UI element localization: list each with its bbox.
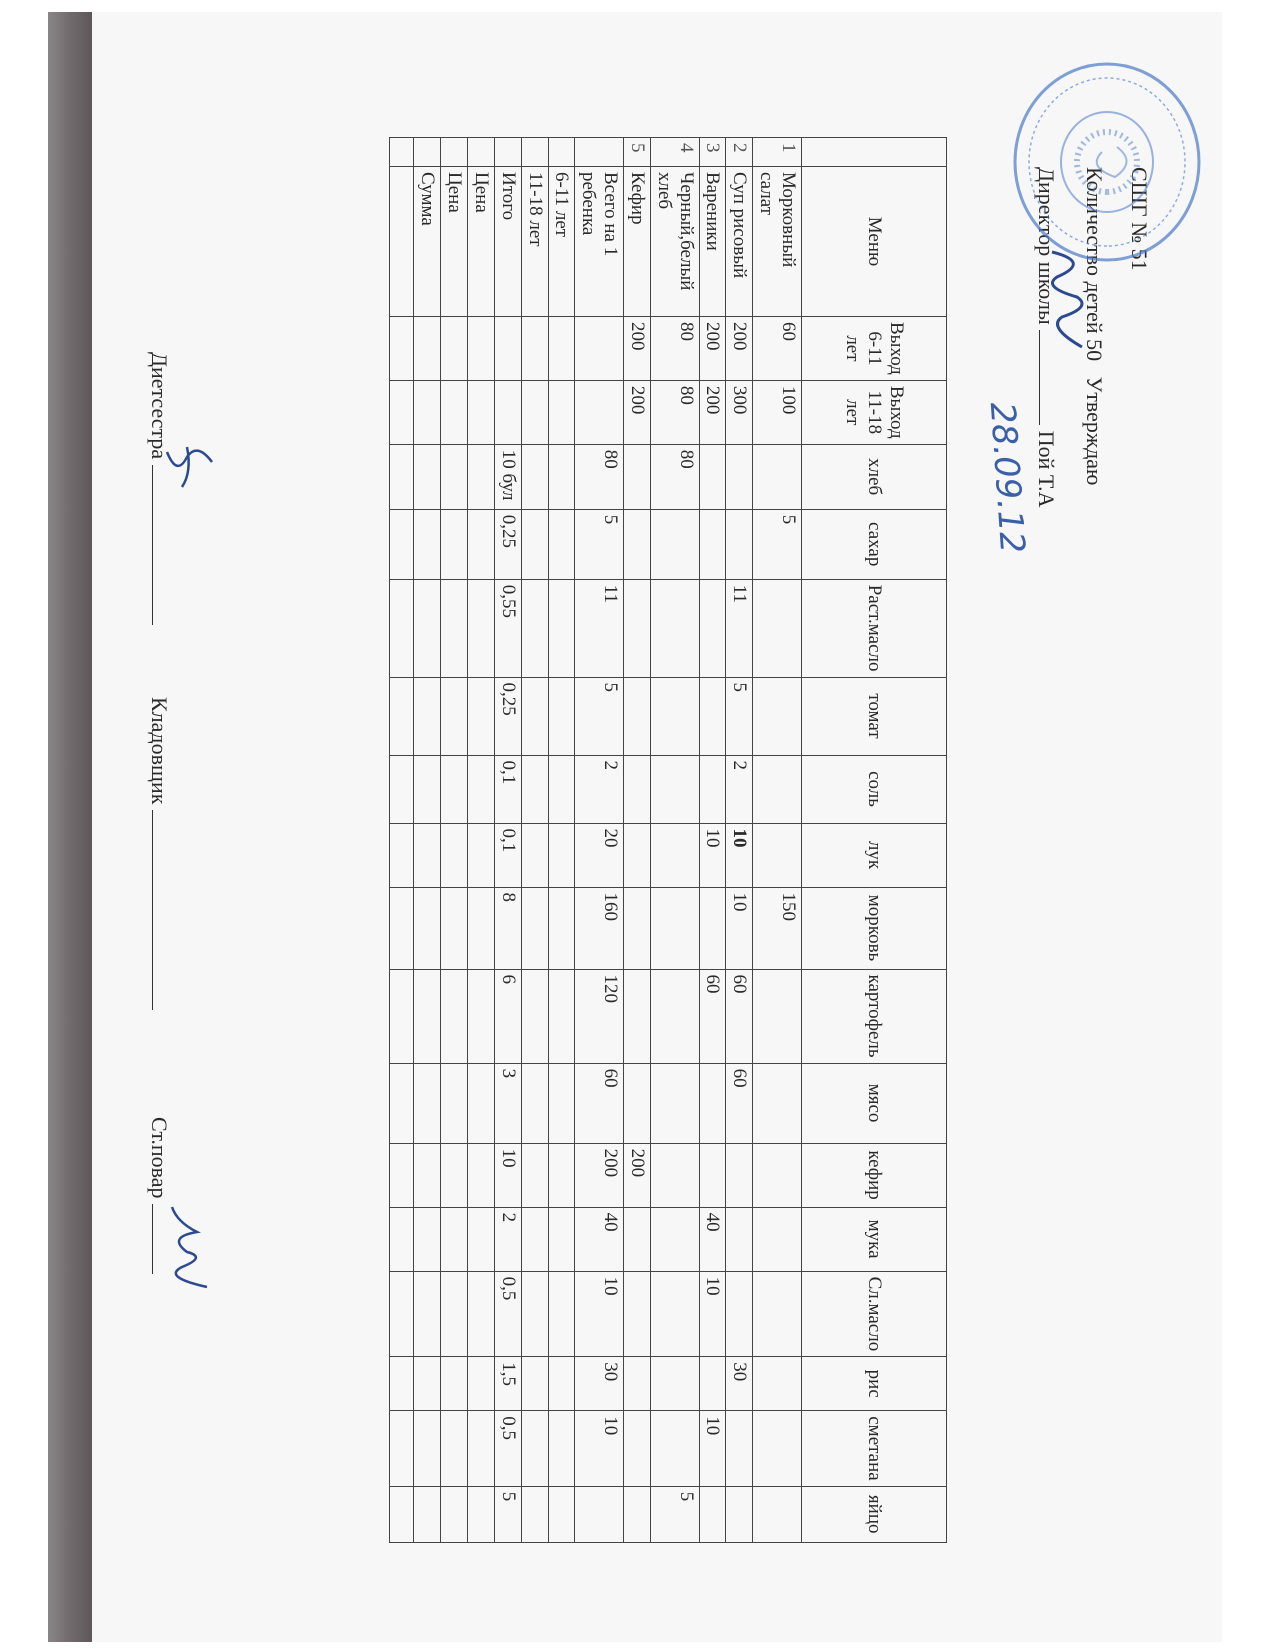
storekeeper-signature-line bbox=[152, 810, 171, 1010]
table-cell bbox=[521, 1271, 548, 1357]
table-cell bbox=[753, 1271, 802, 1357]
col-header: яйцо bbox=[802, 1486, 947, 1542]
table-cell bbox=[650, 887, 699, 969]
row-name: Цена bbox=[468, 167, 495, 317]
row-number bbox=[390, 138, 414, 167]
table-cell bbox=[390, 755, 414, 823]
table-cell bbox=[548, 509, 575, 579]
table-cell: 11 bbox=[726, 579, 753, 677]
table-cell bbox=[521, 677, 548, 755]
table-cell bbox=[548, 380, 575, 444]
row-name: 11-18 лет bbox=[521, 167, 548, 317]
table-cell: 0,1 bbox=[494, 823, 521, 887]
table-cell: 60 bbox=[753, 317, 802, 381]
table-cell bbox=[468, 755, 495, 823]
table-cell bbox=[699, 887, 726, 969]
table-cell bbox=[468, 317, 495, 381]
table-cell: 0,1 bbox=[494, 755, 521, 823]
table-header-row bbox=[802, 138, 947, 1543]
col-header: хлеб bbox=[802, 444, 947, 509]
menu-requirement-table bbox=[389, 137, 947, 1543]
col-header: лук bbox=[802, 823, 947, 887]
table-cell: 0,5 bbox=[494, 1271, 521, 1357]
table-row bbox=[390, 138, 414, 1543]
table-cell bbox=[390, 1357, 414, 1411]
table-cell bbox=[521, 579, 548, 677]
table-cell: 40 bbox=[575, 1207, 624, 1271]
dietician-label: Диетсестра bbox=[147, 352, 172, 460]
table-cell: 200 bbox=[699, 317, 726, 381]
table-cell bbox=[390, 677, 414, 755]
table-cell bbox=[494, 380, 521, 444]
col-header: мука bbox=[802, 1207, 947, 1271]
row-name: Итого bbox=[494, 167, 521, 317]
table-cell bbox=[441, 1143, 468, 1207]
table-cell: 160 bbox=[575, 887, 624, 969]
table-cell bbox=[548, 579, 575, 677]
col-header: рис bbox=[802, 1357, 947, 1411]
table-cell bbox=[390, 317, 414, 381]
table-cell bbox=[414, 1357, 441, 1411]
table-cell bbox=[753, 1411, 802, 1486]
table-cell bbox=[414, 380, 441, 444]
table-row bbox=[548, 138, 575, 1543]
col-header: томат bbox=[802, 677, 947, 755]
table-cell bbox=[548, 969, 575, 1063]
table-cell bbox=[650, 677, 699, 755]
table-cell bbox=[390, 1271, 414, 1357]
table-cell bbox=[624, 579, 651, 677]
table-cell bbox=[521, 1143, 548, 1207]
table-cell bbox=[441, 1486, 468, 1542]
table-cell bbox=[699, 444, 726, 509]
row-name: Кефир bbox=[624, 167, 651, 317]
table-cell bbox=[441, 823, 468, 887]
table-cell bbox=[441, 1271, 468, 1357]
table-cell bbox=[521, 380, 548, 444]
table-cell bbox=[468, 579, 495, 677]
table-cell bbox=[521, 509, 548, 579]
table-cell bbox=[521, 1411, 548, 1486]
table-cell bbox=[548, 1357, 575, 1411]
table-cell bbox=[521, 1063, 548, 1143]
table-cell: 1,5 bbox=[494, 1357, 521, 1411]
table-cell bbox=[521, 969, 548, 1063]
table-cell: 10 bbox=[699, 1271, 726, 1357]
table-cell bbox=[441, 579, 468, 677]
table-row bbox=[414, 138, 441, 1543]
table-cell bbox=[468, 887, 495, 969]
table-cell bbox=[468, 1207, 495, 1271]
table-cell: 60 bbox=[575, 1063, 624, 1143]
table-cell bbox=[548, 317, 575, 381]
table-cell: 80 bbox=[650, 380, 699, 444]
table-cell bbox=[441, 1357, 468, 1411]
row-number: 4 bbox=[650, 138, 699, 167]
table-cell bbox=[548, 677, 575, 755]
table-cell bbox=[726, 1271, 753, 1357]
row-number bbox=[441, 138, 468, 167]
school-title: СШГ № 51 bbox=[1127, 167, 1152, 271]
table-cell bbox=[624, 969, 651, 1063]
table-cell bbox=[624, 1486, 651, 1542]
table-cell bbox=[575, 317, 624, 381]
table-cell bbox=[390, 1143, 414, 1207]
table-cell: 60 bbox=[726, 969, 753, 1063]
table-cell bbox=[650, 823, 699, 887]
table-cell: 80 bbox=[650, 317, 699, 381]
table-cell: 10 bbox=[575, 1411, 624, 1486]
chef-signature bbox=[157, 1202, 217, 1292]
table-cell bbox=[390, 509, 414, 579]
table-cell bbox=[414, 444, 441, 509]
table-cell: 200 bbox=[624, 317, 651, 381]
table-cell bbox=[468, 969, 495, 1063]
table-cell: 10 bbox=[494, 1143, 521, 1207]
table-cell bbox=[650, 1271, 699, 1357]
table-cell bbox=[390, 380, 414, 444]
table-cell: 20 bbox=[575, 823, 624, 887]
table-cell bbox=[441, 755, 468, 823]
table-cell bbox=[726, 1143, 753, 1207]
row-number bbox=[468, 138, 495, 167]
table-cell bbox=[494, 317, 521, 381]
col-header: Раст.масло bbox=[802, 579, 947, 677]
document-page bbox=[92, 12, 1222, 1642]
dietician-signature bbox=[162, 432, 217, 492]
table-cell bbox=[548, 444, 575, 509]
table-cell bbox=[624, 823, 651, 887]
table-cell bbox=[414, 677, 441, 755]
table-cell bbox=[650, 755, 699, 823]
table-cell bbox=[468, 1357, 495, 1411]
table-cell: 5 bbox=[494, 1486, 521, 1542]
col-num-header bbox=[802, 138, 947, 167]
table-cell bbox=[441, 444, 468, 509]
table-cell bbox=[726, 509, 753, 579]
table-cell bbox=[390, 1411, 414, 1486]
table-row bbox=[753, 138, 802, 1543]
table-row bbox=[726, 138, 753, 1543]
director-label: Директор школы bbox=[1034, 167, 1059, 325]
table-cell bbox=[699, 509, 726, 579]
table-cell bbox=[548, 887, 575, 969]
table-cell: 60 bbox=[699, 969, 726, 1063]
storekeeper-label: Кладовщик bbox=[147, 697, 172, 805]
table-cell bbox=[414, 755, 441, 823]
table-cell bbox=[468, 509, 495, 579]
table-cell: 8 bbox=[494, 887, 521, 969]
table-cell bbox=[390, 1063, 414, 1143]
table-cell bbox=[468, 1486, 495, 1542]
row-name: 6-11 лет bbox=[548, 167, 575, 317]
table-cell bbox=[624, 509, 651, 579]
table-cell bbox=[753, 1207, 802, 1271]
table-cell: 3 bbox=[494, 1063, 521, 1143]
col-header: сметана bbox=[802, 1411, 947, 1486]
col-header: Сл.масло bbox=[802, 1271, 947, 1357]
table-row bbox=[699, 138, 726, 1543]
table-cell: 0,5 bbox=[494, 1411, 521, 1486]
table-cell bbox=[441, 969, 468, 1063]
table-cell bbox=[650, 579, 699, 677]
table-cell bbox=[521, 823, 548, 887]
table-cell bbox=[575, 1486, 624, 1542]
table-cell: 5 bbox=[726, 677, 753, 755]
table-cell bbox=[414, 1486, 441, 1542]
table-cell: 100 bbox=[753, 380, 802, 444]
col-header: картофель bbox=[802, 969, 947, 1063]
table-cell bbox=[548, 1271, 575, 1357]
table-cell bbox=[468, 444, 495, 509]
table-cell bbox=[753, 1063, 802, 1143]
table-cell bbox=[390, 444, 414, 509]
table-cell: 150 bbox=[753, 887, 802, 969]
table-cell bbox=[726, 1411, 753, 1486]
table-cell bbox=[699, 755, 726, 823]
table-cell bbox=[726, 444, 753, 509]
table-cell bbox=[699, 1143, 726, 1207]
row-name: Цена bbox=[441, 167, 468, 317]
table-cell bbox=[414, 509, 441, 579]
table-cell: 80 bbox=[575, 444, 624, 509]
table-cell bbox=[414, 1271, 441, 1357]
row-number bbox=[414, 138, 441, 167]
table-cell bbox=[521, 317, 548, 381]
col-header: соль bbox=[802, 755, 947, 823]
table-cell bbox=[699, 677, 726, 755]
table-cell: 11 bbox=[575, 579, 624, 677]
table-cell: 0,25 bbox=[494, 509, 521, 579]
table-cell bbox=[753, 823, 802, 887]
table-cell: 10 bbox=[726, 887, 753, 969]
table-cell bbox=[441, 1207, 468, 1271]
table-cell bbox=[521, 1486, 548, 1542]
scan-edge bbox=[48, 12, 92, 1642]
table-cell bbox=[753, 755, 802, 823]
table-cell: 200 bbox=[624, 380, 651, 444]
table-cell: 10 бул bbox=[494, 444, 521, 509]
table-cell: 2 bbox=[726, 755, 753, 823]
table-cell: 200 bbox=[699, 380, 726, 444]
table-cell bbox=[650, 969, 699, 1063]
table-cell: 5 bbox=[753, 509, 802, 579]
table-cell: 10 bbox=[726, 823, 753, 887]
table-cell bbox=[753, 1143, 802, 1207]
table-cell bbox=[548, 1486, 575, 1542]
row-number bbox=[494, 138, 521, 167]
chef-label: Ст.повар bbox=[147, 1117, 172, 1199]
table-row bbox=[650, 138, 699, 1543]
table-cell bbox=[441, 380, 468, 444]
table-cell: 200 bbox=[575, 1143, 624, 1207]
table-cell bbox=[390, 1486, 414, 1542]
table-cell bbox=[753, 1357, 802, 1411]
table-cell bbox=[624, 677, 651, 755]
table-cell bbox=[414, 823, 441, 887]
table-cell bbox=[468, 823, 495, 887]
table-cell bbox=[699, 1063, 726, 1143]
table-cell bbox=[624, 1207, 651, 1271]
row-name bbox=[390, 167, 414, 317]
table-cell bbox=[753, 969, 802, 1063]
table-cell bbox=[650, 1207, 699, 1271]
table-cell bbox=[468, 1143, 495, 1207]
table-cell: 2 bbox=[575, 755, 624, 823]
table-cell bbox=[650, 1063, 699, 1143]
table-cell: 80 bbox=[650, 444, 699, 509]
row-number bbox=[548, 138, 575, 167]
table-cell bbox=[548, 755, 575, 823]
table-cell bbox=[624, 755, 651, 823]
table-cell bbox=[414, 1411, 441, 1486]
table-cell: 10 bbox=[575, 1271, 624, 1357]
table-cell bbox=[650, 1143, 699, 1207]
col-header: кефир bbox=[802, 1143, 947, 1207]
table-cell: 10 bbox=[699, 1411, 726, 1486]
table-cell bbox=[414, 969, 441, 1063]
table-row bbox=[521, 138, 548, 1543]
table-cell bbox=[548, 1207, 575, 1271]
table-cell bbox=[548, 1143, 575, 1207]
table-cell bbox=[521, 444, 548, 509]
table-cell bbox=[650, 509, 699, 579]
row-name: Сумма bbox=[414, 167, 441, 317]
table-cell: 300 bbox=[726, 380, 753, 444]
table-cell bbox=[414, 579, 441, 677]
table-cell bbox=[468, 677, 495, 755]
row-name: Морковный салат bbox=[753, 167, 802, 317]
table-cell bbox=[414, 1207, 441, 1271]
row-number: 5 bbox=[624, 138, 651, 167]
table-cell bbox=[390, 969, 414, 1063]
table-cell: 5 bbox=[575, 509, 624, 579]
table-cell bbox=[548, 1063, 575, 1143]
table-cell: 120 bbox=[575, 969, 624, 1063]
table-cell bbox=[468, 1271, 495, 1357]
table-cell bbox=[521, 1357, 548, 1411]
table-cell bbox=[414, 317, 441, 381]
table-cell bbox=[390, 887, 414, 969]
table-cell bbox=[726, 1207, 753, 1271]
table-cell bbox=[726, 1486, 753, 1542]
rotated-content bbox=[107, 42, 1207, 1622]
table-cell bbox=[699, 1486, 726, 1542]
col-header: Выход 6-11 лет bbox=[802, 317, 947, 381]
table-cell bbox=[624, 1063, 651, 1143]
row-number bbox=[521, 138, 548, 167]
table-cell bbox=[548, 823, 575, 887]
table-cell bbox=[414, 1063, 441, 1143]
table-cell bbox=[624, 1271, 651, 1357]
table-cell bbox=[575, 380, 624, 444]
table-row bbox=[468, 138, 495, 1543]
table-cell bbox=[753, 677, 802, 755]
table-cell: 5 bbox=[575, 677, 624, 755]
table-cell bbox=[521, 755, 548, 823]
table-cell bbox=[624, 887, 651, 969]
table-cell: 0,25 bbox=[494, 677, 521, 755]
table-cell bbox=[624, 1357, 651, 1411]
row-name: Черный,белый хлеб bbox=[650, 167, 699, 317]
table-cell bbox=[699, 579, 726, 677]
row-name: Вареники bbox=[699, 167, 726, 317]
row-number: 1 bbox=[753, 138, 802, 167]
col-header: Выход 11-18 лет bbox=[802, 380, 947, 444]
table-cell bbox=[699, 1357, 726, 1411]
table-cell bbox=[624, 1411, 651, 1486]
col-header: мясо bbox=[802, 1063, 947, 1143]
table-cell: 5 bbox=[650, 1486, 699, 1542]
handwritten-date: 28.09.12 bbox=[981, 400, 1033, 555]
approve-label: Утверждаю bbox=[1082, 376, 1107, 486]
table-cell bbox=[548, 1411, 575, 1486]
table-row bbox=[494, 138, 521, 1543]
row-number: 3 bbox=[699, 138, 726, 167]
table-cell: 6 bbox=[494, 969, 521, 1063]
table-cell bbox=[441, 1411, 468, 1486]
col-header: сахар bbox=[802, 509, 947, 579]
row-number: 2 bbox=[726, 138, 753, 167]
table-cell bbox=[521, 887, 548, 969]
table-cell: 10 bbox=[699, 823, 726, 887]
table-cell bbox=[650, 1411, 699, 1486]
table-cell bbox=[624, 444, 651, 509]
table-cell bbox=[650, 1357, 699, 1411]
table-cell bbox=[414, 887, 441, 969]
table-row bbox=[624, 138, 651, 1543]
table-cell bbox=[414, 1143, 441, 1207]
table-cell bbox=[441, 677, 468, 755]
table-cell: 60 bbox=[726, 1063, 753, 1143]
row-name: Всего на 1 ребенка bbox=[575, 167, 624, 317]
table-row bbox=[441, 138, 468, 1543]
storekeeper-line bbox=[146, 697, 172, 1010]
table-cell bbox=[753, 1486, 802, 1542]
children-count: Количество детей 50 bbox=[1082, 167, 1107, 362]
table-cell bbox=[390, 579, 414, 677]
table-cell: 0,55 bbox=[494, 579, 521, 677]
table-cell: 200 bbox=[624, 1143, 651, 1207]
table-cell bbox=[390, 823, 414, 887]
row-number bbox=[575, 138, 624, 167]
table-cell: 2 bbox=[494, 1207, 521, 1271]
table-cell bbox=[753, 579, 802, 677]
director-signature bbox=[1037, 247, 1097, 357]
table-cell bbox=[753, 444, 802, 509]
table-cell bbox=[468, 1063, 495, 1143]
table-cell bbox=[521, 1207, 548, 1271]
col-header: морковь bbox=[802, 887, 947, 969]
table-cell bbox=[441, 1063, 468, 1143]
table-cell bbox=[441, 887, 468, 969]
table-cell bbox=[441, 317, 468, 381]
col-header: Меню bbox=[802, 167, 947, 317]
table-row bbox=[575, 138, 624, 1543]
table-cell: 200 bbox=[726, 317, 753, 381]
table-cell: 30 bbox=[575, 1357, 624, 1411]
table-cell bbox=[468, 380, 495, 444]
director-name: Пой Т.А bbox=[1034, 430, 1059, 508]
table-cell: 30 bbox=[726, 1357, 753, 1411]
table-cell bbox=[468, 1411, 495, 1486]
table-cell: 40 bbox=[699, 1207, 726, 1271]
row-name: Суп рисовый bbox=[726, 167, 753, 317]
table-cell bbox=[390, 1207, 414, 1271]
table-cell bbox=[441, 509, 468, 579]
